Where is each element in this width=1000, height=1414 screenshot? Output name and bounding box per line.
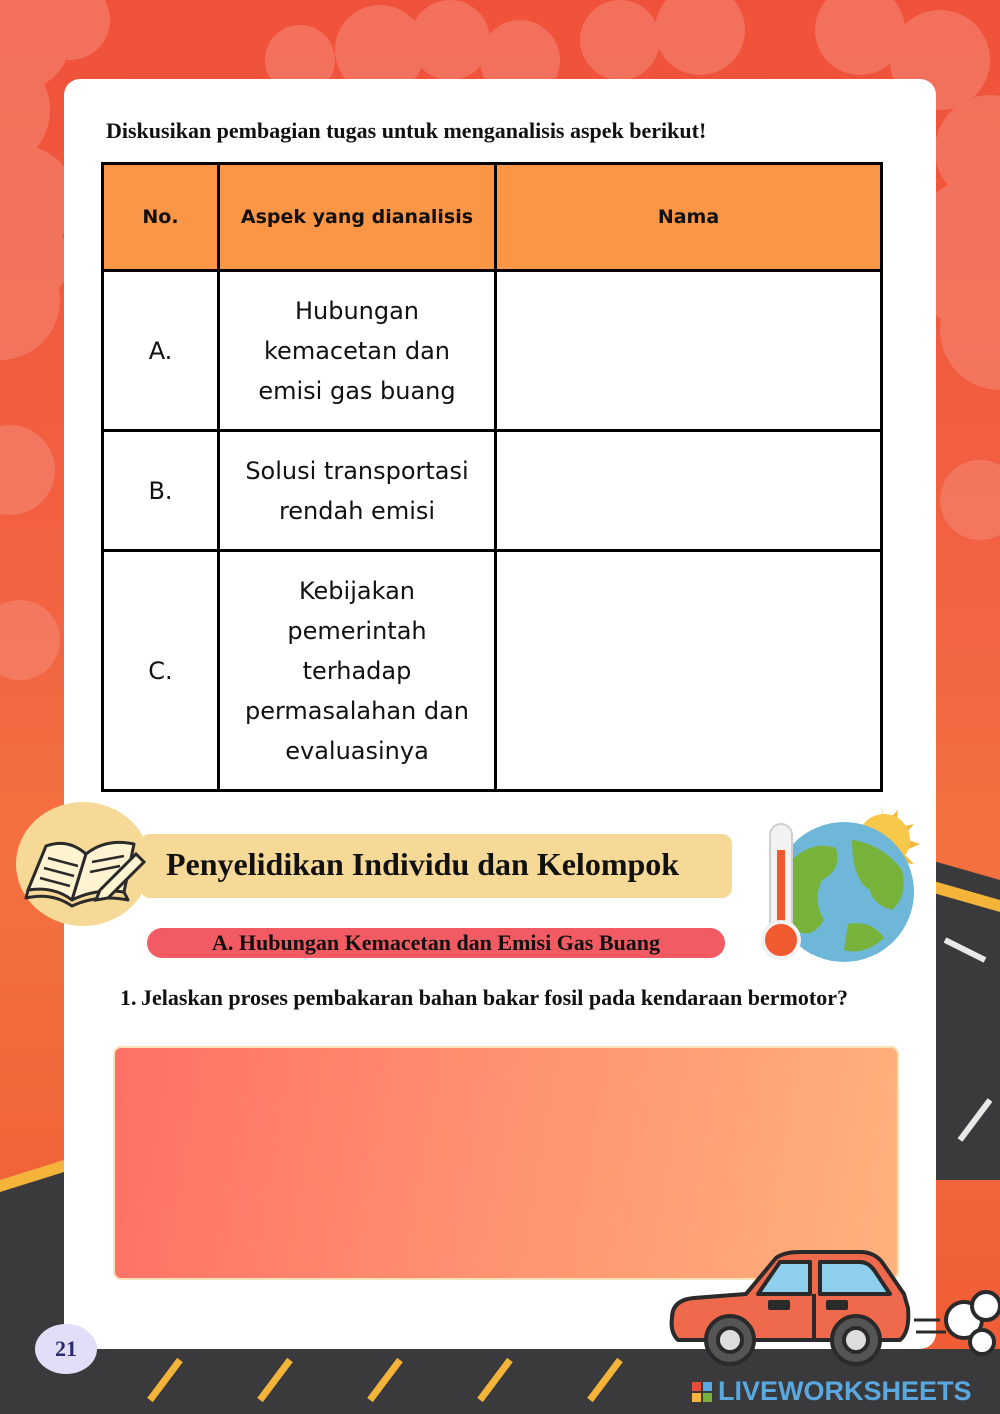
row-no: A. [103, 271, 219, 431]
page-number: 21 [35, 1324, 97, 1374]
row-no: C. [103, 551, 219, 791]
table-row [103, 431, 882, 551]
row-nama-input[interactable] [496, 431, 882, 551]
row-nama-input[interactable] [496, 551, 882, 791]
header-aspek: Aspek yang dianalisis [219, 164, 496, 271]
task-table [101, 162, 883, 792]
question-number: 1. [120, 985, 137, 1010]
instruction-text: Diskusikan pembagian tugas untuk menganalisis aspek berikut! [106, 118, 707, 143]
question-text: Jelaskan proses pembakaran bahan bakar fosil pada kendaraan bermotor? [141, 985, 848, 1010]
answer-textbox[interactable] [113, 1046, 899, 1280]
header-nama: Nama [496, 164, 882, 271]
open-book-pencil-icon [16, 802, 150, 926]
row-nama-input[interactable] [496, 271, 882, 431]
table-row [103, 271, 882, 431]
subsection-pill [147, 928, 725, 958]
section-title: Penyelidikan Individu dan Kelompok [166, 846, 680, 882]
row-no: B. [103, 431, 219, 551]
table-row [103, 551, 882, 791]
liveworksheets-logo-icon [692, 1382, 712, 1402]
book-badge [16, 802, 150, 926]
table-header-row [103, 164, 882, 271]
header-no: No. [103, 164, 219, 271]
car-icon [664, 1248, 1000, 1378]
row-aspek: Kebijakan pemerintah terhadap permasalahan dan evaluasinya [219, 551, 496, 791]
thermometer-globe-sun-icon [752, 800, 922, 972]
row-aspek: Solusi transportasi rendah emisi [219, 431, 496, 551]
liveworksheets-watermark [692, 1376, 972, 1407]
watermark-text: LIVEWORKSHEETS [718, 1376, 972, 1406]
row-aspek: Hubungan kemacetan dan emisi gas buang [219, 271, 496, 431]
subsection-title: A. Hubungan Kemacetan dan Emisi Gas Buang [211, 930, 661, 955]
question-1 [120, 980, 876, 1015]
